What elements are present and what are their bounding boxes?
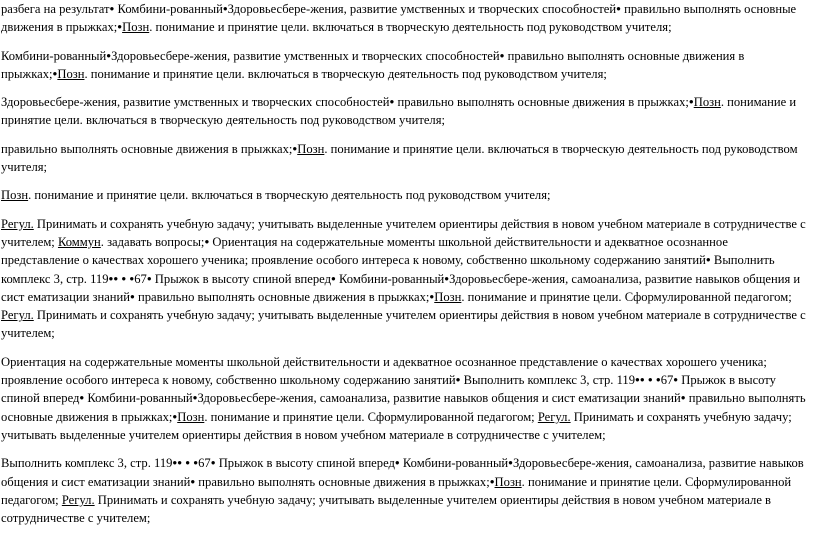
text-run: Комбини-рованный: [402, 456, 509, 471]
text-run: Прыжок в высоту спиной вперед: [151, 271, 332, 286]
text-run: Принимать и сохранять учебную задачу; учитывать выделенные учителем ориентиры действия в новом учебном материале в сотрудничестве с учителем;: [1, 409, 792, 442]
regul-link: Регул.: [537, 409, 571, 424]
text-run: Комбини-рованный: [87, 391, 193, 406]
text-run: правильно выполнять основные движения в прыжках;: [394, 95, 689, 110]
bullet-icon: [395, 456, 400, 470]
text-run: Принимать и сохранять учебную задачу; учитывать выделенные учителем ориентиры действия в новом учебном материале в сотрудничестве с учителем;: [1, 216, 806, 249]
text-run: Прыжок в высоту спиной вперед: [1, 373, 776, 406]
text-run: . понимание и принятие цели. включаться в творческую деятельность под руководством учителя;: [84, 66, 607, 81]
bullet-icon: [79, 391, 84, 405]
bullet-icon: [331, 272, 336, 286]
pozn-link: Позн: [1, 188, 29, 203]
bullet-icon: [121, 272, 126, 286]
text-run: . понимание и принятие цели. Сформулированной педагогом;: [204, 409, 538, 424]
text-run: . задавать вопросы;: [100, 234, 205, 249]
kommun-link: Коммун: [57, 234, 101, 249]
pozn-link: Позн: [693, 95, 721, 110]
text-run: Комбини-рованный: [1, 48, 107, 63]
text-run: Ориентация на содержательные моменты школьной действительности и адекватное осознанное представление о качествах хорошего ученика; проявление особого интереса к новому, собственно школьному содержанию занятий: [1, 354, 767, 388]
text-run: правильно выполнять основные движения в прыжках;: [1, 391, 806, 424]
text-run: 67: [660, 373, 674, 388]
text-run: правильно выполнять основные движения в прыжках;: [1, 48, 745, 81]
text-run: 67: [198, 456, 211, 471]
paragraph-1: [1, 0, 808, 37]
text-run: Выполнить комплекс 3, стр. 119: [460, 373, 635, 388]
text-run: правильно выполнять основные движения в прыжках;: [134, 289, 430, 304]
bullet-icon: [640, 373, 645, 387]
paragraph-8: [1, 454, 808, 527]
text-run: Прыжок в высоту спиной вперед: [215, 456, 395, 471]
pozn-link: Позн: [297, 141, 325, 156]
paragraph-7: [1, 353, 808, 444]
bullet-icon: [113, 272, 118, 286]
regul-link: Регул.: [1, 216, 34, 231]
paragraph-2: [1, 47, 808, 84]
text-run: Выполнить комплекс 3, стр. 119: [1, 253, 775, 286]
text-run: . понимание и принятие цели. Сформулированной педагогом;: [1, 474, 792, 507]
pozn-link: Позн: [494, 474, 522, 489]
text-run: Комбини-рованный: [117, 2, 223, 16]
text-run: Здоровьесбере-жения, самоанализа, развитие навыков общения и сист ематизации знаний: [1, 271, 801, 304]
pozn-link: Позн: [177, 409, 205, 424]
text-run: Комбини-рованный: [339, 271, 445, 286]
text-run: 67: [134, 271, 147, 286]
text-run: . понимание и принятие цели. включаться в творческую деятельность под руководством учителя;: [1, 141, 798, 175]
pozn-link: Позн: [434, 289, 462, 304]
bullet-icon: [648, 373, 653, 387]
text-run: Здоровьесбере-жения, развитие умственных и творческих способностей: [111, 48, 500, 63]
text-run: Принимать и сохранять учебную задачу; учитывать выделенные учителем ориентиры действия в новом учебном материале в сотрудничестве с учителем;: [1, 308, 806, 341]
text-run: Принимать и сохранять учебную задачу; учитывать выделенные учителем ориентиры действия в новом учебном материале в сотрудничестве с учителем;: [1, 492, 772, 526]
paragraph-6: [1, 215, 808, 343]
text-run: Здоровьесбере-жения, самоанализа, развитие навыков общения и сист ематизации знаний: [197, 391, 681, 406]
text-run: Здоровьесбере-жения, развитие умственных и творческих способностей: [1, 95, 390, 110]
text-run: . понимание и принятие цели. включаться в творческую деятельность под руководством учителя;: [1, 95, 797, 128]
text-run: правильно выполнять основные движения в прыжках;: [1, 2, 797, 35]
paragraph-3: [1, 93, 808, 130]
text-run: . понимание и принятие цели. включаться в творческую деятельность под руководством учителя;: [149, 20, 672, 35]
text-run: Здоровьесбере-жения, развитие умственных и творческих способностей: [227, 2, 617, 16]
text-run: Выполнить комплекс 3, стр. 119: [1, 456, 173, 471]
text-run: Ориентация на содержательные моменты школьной действительности и адекватное осознанное представление о качествах хорошего ученика; проявление особого интереса к новому, собственно школьному содержанию занятий: [1, 234, 728, 268]
bullet-icon: [185, 456, 190, 470]
text-run: разбега на результат: [1, 2, 110, 16]
pozn-link: Позн: [122, 20, 150, 35]
paragraph-4: [1, 140, 808, 177]
text-run: правильно выполнять основные движения в прыжках;: [1, 141, 293, 156]
text-run: . понимание и принятие цели. Сформулированной педагогом;: [461, 289, 792, 304]
regul-link: Регул.: [1, 308, 34, 323]
paragraph-5: [1, 186, 808, 204]
bullet-icon: [177, 456, 182, 470]
pozn-link: Позн: [57, 66, 85, 81]
text-run: правильно выполнять основные движения в прыжках;: [195, 474, 490, 489]
bullet-icon: [110, 2, 115, 16]
text-run: . понимание и принятие цели. включаться в творческую деятельность под руководством учителя;: [28, 188, 551, 203]
text-run: Здоровьесбере-жения, самоанализа, развитие навыков общения и сист ематизации знаний: [1, 456, 804, 489]
regul-link: Регул.: [61, 492, 95, 507]
